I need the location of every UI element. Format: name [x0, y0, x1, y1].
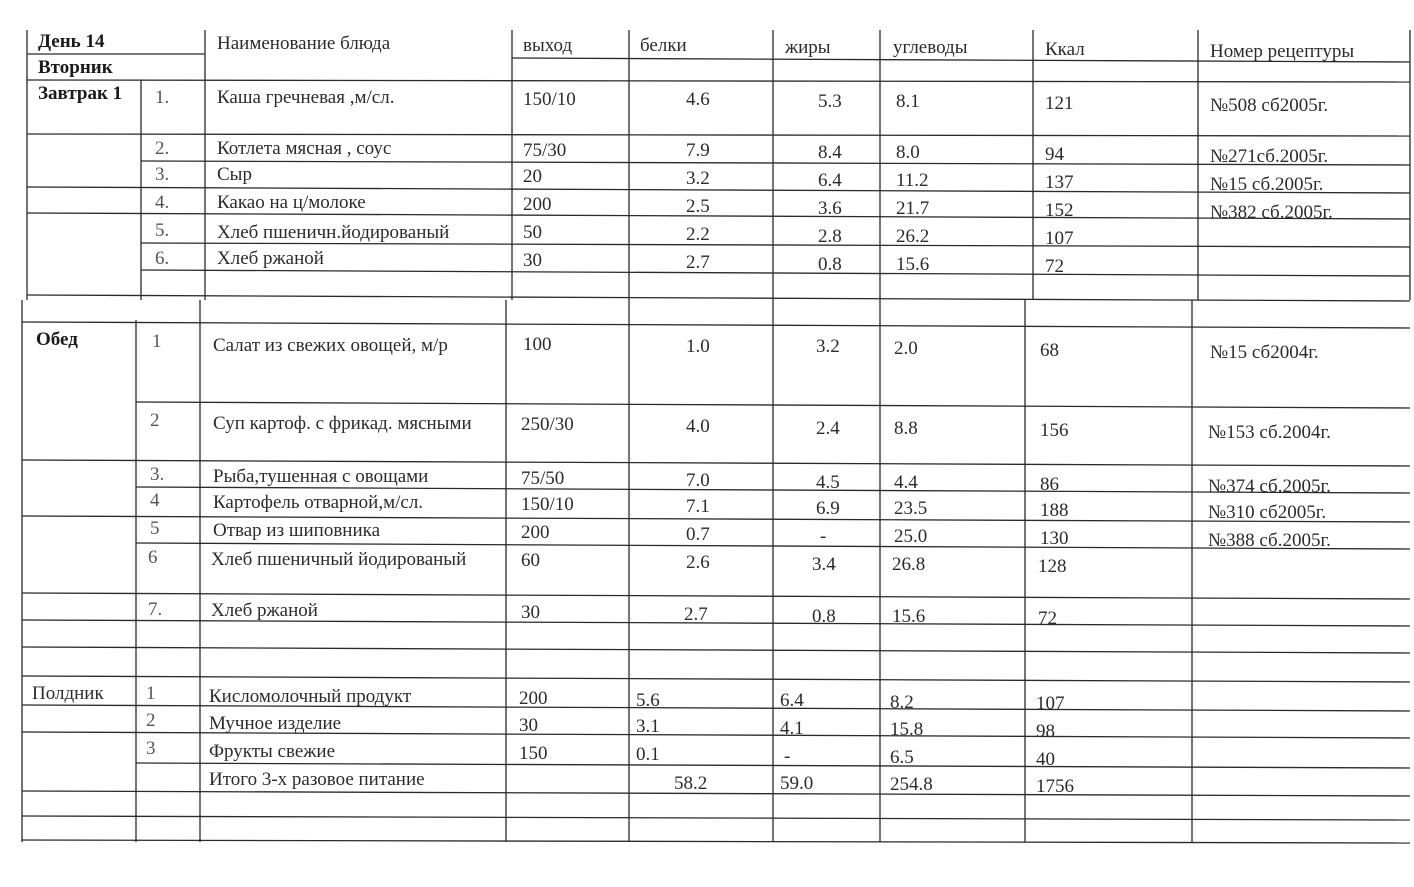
dish-kcal: 72	[1045, 256, 1064, 277]
dish-yield: 20	[523, 166, 542, 187]
header-protein: белки	[640, 35, 687, 56]
dish-kcal: 94	[1045, 144, 1064, 165]
dish-protein: 7.1	[686, 496, 710, 517]
dish-name: Суп картоф. с фрикад. мясными	[213, 413, 472, 434]
dish-kcal: 107	[1036, 693, 1065, 714]
dish-fat: -	[784, 746, 791, 767]
row-number: 5.	[155, 220, 170, 241]
dish-carbs: 26.2	[896, 226, 930, 247]
dish-yield: 75/30	[523, 140, 567, 161]
dish-yield: 150/10	[521, 494, 574, 515]
dish-fat: 3.4	[812, 554, 836, 575]
dish-kcal: 137	[1045, 172, 1074, 193]
row-number: 1	[146, 683, 156, 704]
dish-recipe: №388 сб.2005г.	[1208, 530, 1331, 551]
dish-recipe: №153 сб.2004г.	[1208, 422, 1331, 443]
day-label: День 14	[38, 31, 105, 52]
dish-name: Сыр	[217, 164, 252, 185]
dish-name: Хлеб пшеничный йодированый	[211, 549, 467, 570]
dish-recipe: №508 сб2005г.	[1210, 95, 1329, 116]
dish-yield: 150/10	[523, 89, 576, 110]
dish-carbs: 8.1	[896, 91, 920, 112]
dish-kcal: 128	[1038, 556, 1067, 577]
dish-fat: -	[820, 526, 827, 547]
dish-kcal: 72	[1038, 608, 1057, 629]
dish-protein: 2.7	[686, 252, 710, 273]
dish-name: Котлета мясная , соус	[217, 138, 392, 159]
row-number: 4.	[155, 192, 170, 213]
dish-name: Хлеб пшеничн.йодированый	[217, 222, 450, 243]
dish-fat: 6.4	[780, 690, 804, 711]
dish-protein: 5.6	[636, 690, 660, 711]
dish-name: Фрукты свежие	[209, 741, 336, 762]
meal-label-breakfast: Завтрак 1	[38, 83, 123, 104]
dish-name: Рыба,тушенная с овощами	[213, 466, 429, 487]
dish-name: Какао на ц/молоке	[217, 192, 366, 213]
dish-yield: 200	[521, 522, 550, 543]
dish-name: Хлеб ржаной	[217, 248, 324, 269]
dish-protein: 2.2	[686, 224, 710, 245]
dish-carbs: 8.8	[894, 418, 918, 439]
row-number: 1	[152, 331, 162, 352]
dish-recipe: №374 сб.2005г.	[1208, 476, 1331, 497]
dish-recipe: №15 сб2004г.	[1210, 342, 1319, 363]
dish-yield: 50	[523, 222, 542, 243]
dish-kcal: 156	[1040, 420, 1069, 441]
dish-fat: 6.9	[816, 498, 840, 519]
meal-label-snack: Полдник	[32, 683, 104, 704]
dish-fat: 2.4	[816, 418, 840, 439]
dish-fat: 0.8	[818, 254, 842, 275]
dish-protein: 1.0	[686, 336, 710, 357]
meal-label-lunch: Обед	[36, 329, 78, 350]
dish-yield: 100	[523, 334, 552, 355]
row-number: 6.	[155, 248, 170, 269]
dish-carbs: 23.5	[894, 498, 928, 519]
dish-protein: 2.7	[684, 604, 708, 625]
dish-kcal: 98	[1036, 721, 1055, 742]
dish-yield: 250/30	[521, 414, 574, 435]
dish-kcal: 152	[1045, 200, 1074, 221]
dish-protein: 0.1	[636, 744, 660, 765]
dish-recipe: №15 сб.2005г.	[1210, 174, 1324, 195]
weekday-label: Вторник	[38, 57, 113, 78]
total-kcal: 1756	[1036, 776, 1074, 797]
dish-name: Каша гречневая ,м/сл.	[217, 87, 395, 108]
header-yield: выход	[523, 35, 573, 56]
dish-fat: 2.8	[818, 226, 842, 247]
row-number: 1.	[155, 87, 170, 108]
dish-name: Салат из свежих овощей, м/р	[213, 335, 448, 356]
dish-protein: 4.0	[686, 416, 710, 437]
header-name: Наименование блюда	[217, 33, 391, 54]
row-number: 3.	[150, 464, 165, 485]
total-carbs: 254.8	[890, 774, 933, 795]
dish-fat: 4.5	[816, 472, 840, 493]
row-number: 3	[146, 738, 156, 759]
row-number: 2	[146, 710, 156, 731]
dish-carbs: 8.2	[890, 692, 914, 713]
dish-carbs: 15.6	[892, 606, 926, 627]
row-number: 4	[150, 490, 160, 511]
dish-carbs: 15.6	[896, 254, 930, 275]
dish-recipe: №382 сб.2005г.	[1210, 202, 1333, 223]
header-kcal: Ккал	[1045, 39, 1085, 60]
dish-protein: 4.6	[686, 89, 710, 110]
dish-yield: 200	[519, 688, 548, 709]
dish-fat: 3.6	[818, 198, 842, 219]
dish-yield: 30	[523, 250, 542, 271]
dish-protein: 7.9	[686, 140, 710, 161]
dish-kcal: 188	[1040, 500, 1069, 521]
dish-yield: 30	[519, 715, 538, 736]
dish-carbs: 2.0	[894, 338, 918, 359]
dish-yield: 60	[521, 550, 540, 571]
dish-carbs: 8.0	[896, 142, 920, 163]
dish-recipe: №310 сб2005г.	[1208, 502, 1327, 523]
row-number: 6	[148, 547, 158, 568]
dish-yield: 150	[519, 743, 548, 764]
dish-name: Картофель отварной,м/сл.	[213, 492, 424, 513]
dish-fat: 8.4	[818, 142, 842, 163]
dish-fat: 3.2	[816, 336, 840, 357]
dish-name: Отвар из шиповника	[213, 520, 381, 541]
dish-fat: 6.4	[818, 170, 842, 191]
dish-protein: 3.2	[686, 168, 710, 189]
dish-name: Хлеб ржаной	[211, 600, 318, 621]
dish-kcal: 107	[1045, 228, 1074, 249]
dish-yield: 75/50	[521, 468, 565, 489]
dish-kcal: 86	[1040, 474, 1059, 495]
dish-carbs: 4.4	[894, 472, 918, 493]
total-protein: 58.2	[674, 773, 708, 794]
dish-fat: 5.3	[818, 91, 842, 112]
dish-kcal: 121	[1045, 93, 1074, 114]
dish-kcal: 68	[1040, 340, 1059, 361]
dish-yield: 30	[521, 602, 540, 623]
dish-carbs: 6.5	[890, 747, 914, 768]
dish-protein: 2.5	[686, 196, 710, 217]
dish-carbs: 15.8	[890, 719, 924, 740]
header-fat: жиры	[785, 37, 831, 58]
total-label: Итого 3-х разовое питание	[209, 769, 425, 790]
dish-kcal: 130	[1040, 528, 1069, 549]
row-number: 3.	[155, 164, 170, 185]
row-number: 2	[150, 410, 160, 431]
dish-fat: 4.1	[780, 718, 804, 739]
dish-name: Кисломолочный продукт	[209, 686, 412, 707]
dish-yield: 200	[523, 194, 552, 215]
dish-protein: 7.0	[686, 470, 710, 491]
dish-protein: 0.7	[686, 524, 710, 545]
dish-protein: 3.1	[636, 716, 660, 737]
row-number: 7.	[148, 599, 163, 620]
dish-protein: 2.6	[686, 552, 710, 573]
dish-fat: 0.8	[812, 606, 836, 627]
dish-carbs: 25.0	[894, 526, 928, 547]
dish-kcal: 40	[1036, 749, 1055, 770]
header-carbs: углеводы	[893, 37, 968, 58]
row-number: 5	[150, 518, 160, 539]
row-number: 2.	[155, 138, 170, 159]
dish-recipe: №271сб.2005г.	[1210, 146, 1329, 167]
total-fat: 59.0	[780, 773, 814, 794]
dish-carbs: 11.2	[896, 170, 929, 191]
dish-carbs: 26.8	[892, 554, 926, 575]
header-recipe: Номер рецептуры	[1210, 41, 1355, 62]
dish-name: Мучное изделие	[209, 713, 342, 734]
dish-carbs: 21.7	[896, 198, 930, 219]
